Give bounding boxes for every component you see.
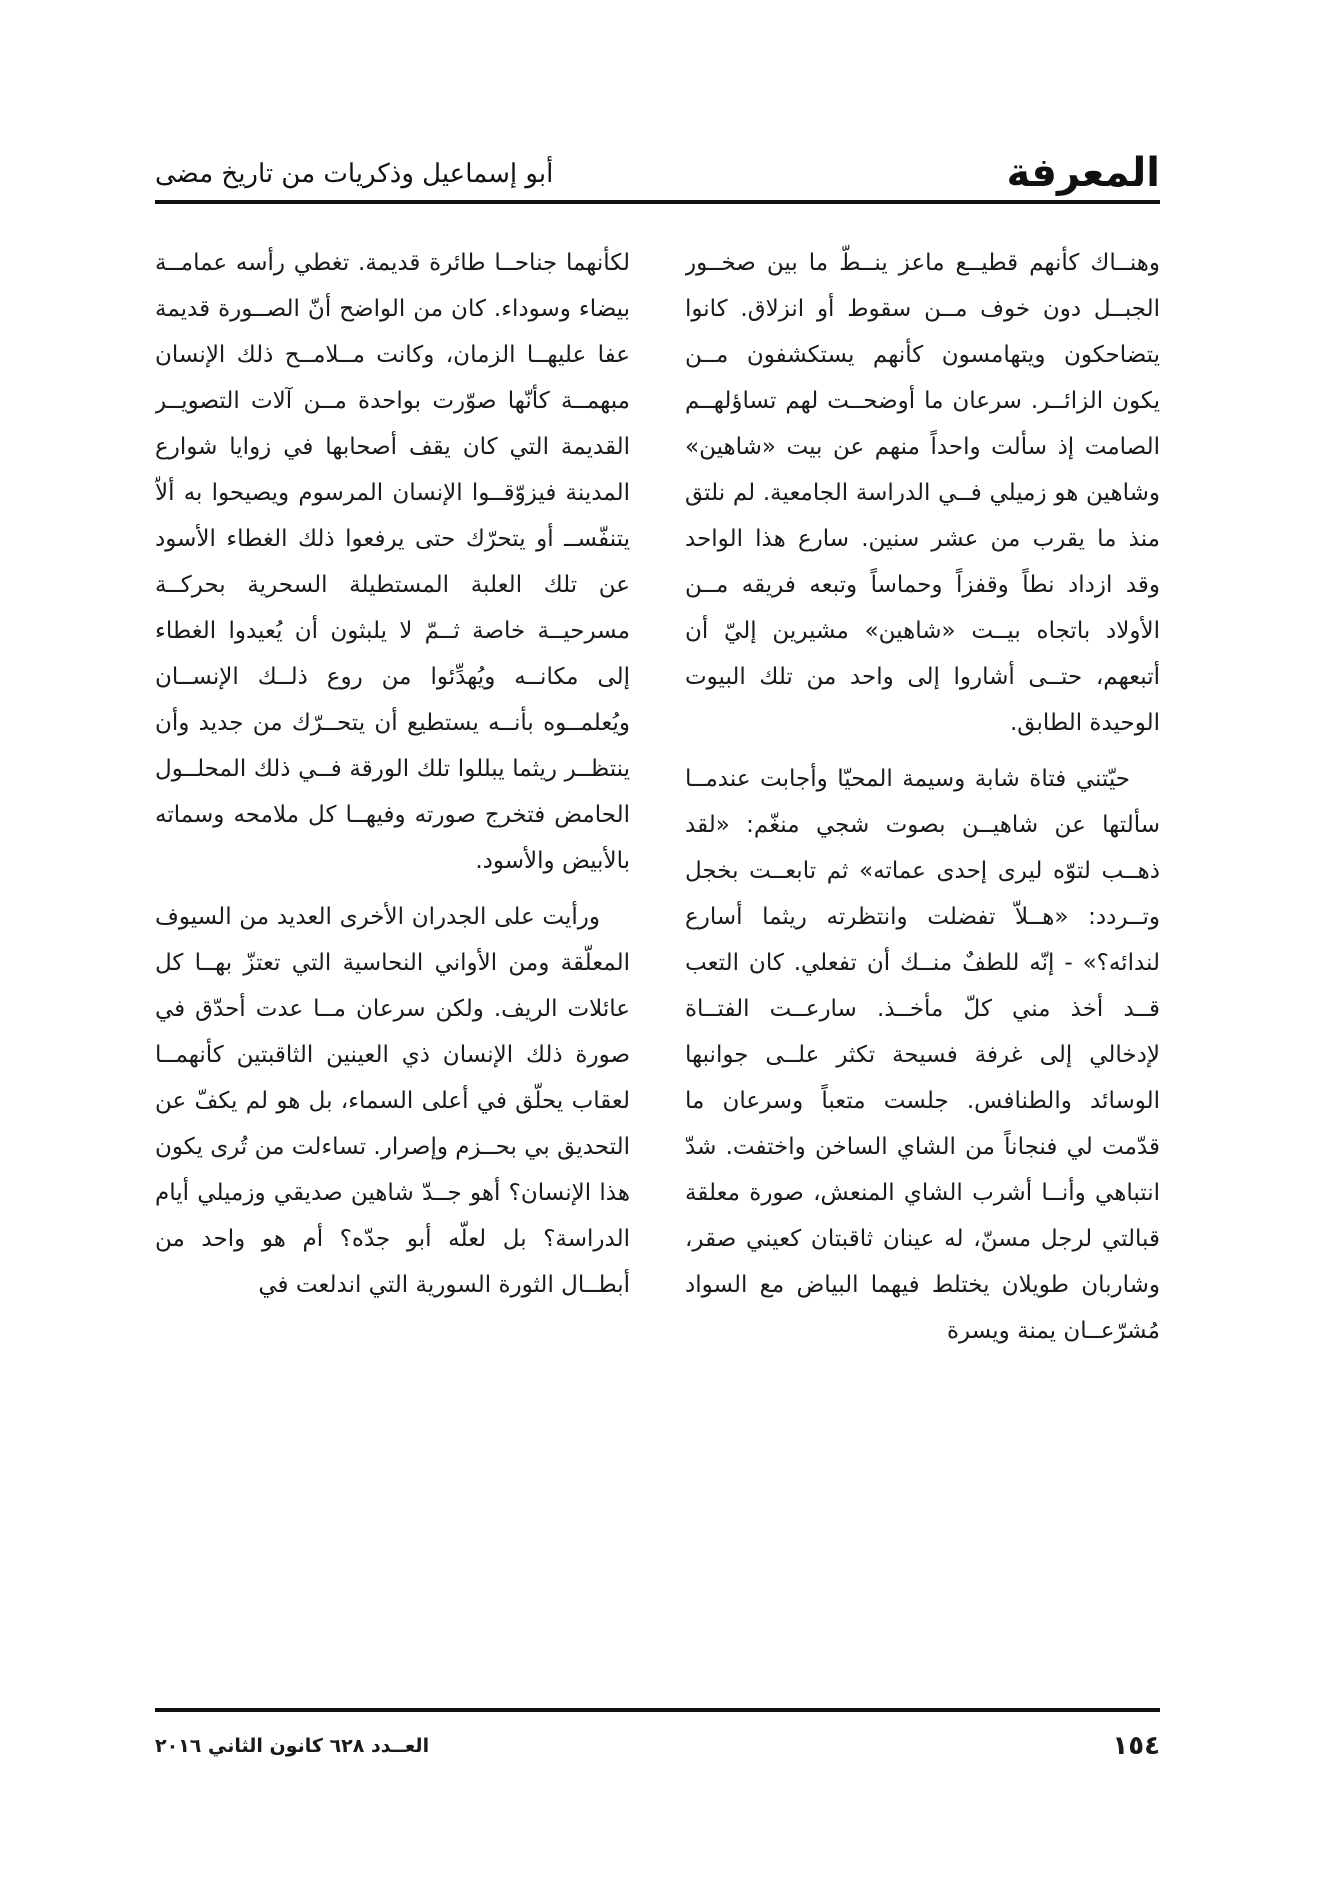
- paragraph: ورأيت على الجدران الأخرى العديد من السيوف المعلّقة ومن الأواني النحاسية التي تعتزّ بهــا كل عائلات الريف. ولكن سرعان مــا عدت أحدّق في صورة ذلك الإنسان ذي العينين الثاقبتين كأنهمــا لعقاب يحلّق في أعلى السماء، بل هو لم يكفّ عن التحديق بي بحــزم وإصرار. تساءلت من تُرى يكون هذا الإنسان؟ أهو جــدّ شاهين صديقي وزميلي أيام الدراسة؟ بل لعلّه أبو جدّه؟ أم هو واحد من أبطــال الثورة السورية التي اندلعت في: [155, 904, 630, 1298]
- issue-info: العــدد ٦٢٨ كانون الثاني ٢٠١٦: [155, 1735, 430, 1757]
- page-header: [155, 150, 1160, 196]
- paragraph: حيّتني فتاة شابة وسيمة المحيّا وأجابت عندمــا سألتها عن شاهيــن بصوت شجي منغّم: «لقد ذهــب لتوّه ليرى إحدى عماته» ثم تابعــت بخجل وتــردد: «هــلاّ تفضلت وانتظرته ريثما أسارع لندائه؟» - إنّه للطفٌ منــك أن تفعلي. كان التعب قــد أخذ مني كلّ مأخــذ. سارعــت الفتــاة لإدخالي إلى غرفة فسيحة تكثر علــى جوانبها الوسائد والطنافس. جلست متعباً وسرعان ما قدّمت لي فنجاناً من الشاي الساخن واختفت. شدّ انتباهي وأنــا أشرب الشاي المنعش، صورة معلقة قبالتي لرجل مسنّ، له عينان ثاقبتان كعيني صقر، وشاربان طويلان يختلط فيهما البياض مع السواد مُشرّعــان يمنة ويسرة: [685, 766, 1160, 1344]
- page-footer: [155, 1728, 1160, 1768]
- paragraph: وهنــاك كأنهم قطيــع ماعز ينــطّ ما بين صخــور الجبــل دون خوف مــن سقوط أو انزلاق. كانوا يتضاحكون ويتهامسون كأنهم يستكشفون مــن يكون الزائــر. سرعان ما أوضحــت لهم تساؤلهــم الصامت إذ سألت واحداً منهم عن بيت «شاهين» وشاهين هو زميلي فــي الدراسة الجامعية. لم نلتق منذ ما يقرب من عشر سنين. سارع هذا الواحد وقد ازداد نطاً وقفزاً وحماساً وتبعه فريقه مــن الأولاد باتجاه بيــت «شاهين» مشيرين إليّ أن أتبعهم، حتــى أشاروا إلى واحد من تلك البيوت الوحيدة الطابق.: [685, 250, 1160, 736]
- paragraph: لكأنهما جناحــا طائرة قديمة. تغطي رأسه عمامــة بيضاء وسوداء. كان من الواضح أنّ الصــورة قديمة عفا عليهــا الزمان، وكانت مــلامــح ذلك الإنسان مبهمــة كأنّها صوّرت بواحدة مــن آلات التصويــر القديمة التي كان يقف أصحابها في زوايا شوارع المدينة فيزوّقــوا الإنسان المرسوم ويصيحوا به ألاّ يتنفّســ أو يتحرّك حتى يرفعوا ذلك الغطاء الأسود عن تلك العلبة المستطيلة السحرية بحركــة مسرحيــة خاصة ثــمّ لا يلبثون أن يُعيدوا الغطاء إلى مكانــه ويُهدِّئوا من روع ذلــك الإنســان ويُعلمــوه بأنــه يستطيع أن يتحــرّك من جديد وأن ينتظــر ريثما يبللوا تلك الورقة فــي ذلك المحلــول الحامض فتخرج صورته وفيهــا كل ملامحه وسماته بالأبيض والأسود.: [155, 250, 630, 874]
- magazine-logo: المعرفة: [1006, 150, 1160, 196]
- page-number: ١٥٤: [1112, 1731, 1160, 1761]
- left-text-column: [155, 240, 630, 1680]
- running-title: أبو إسماعيل وذكريات من تاريخ مضى: [155, 159, 554, 189]
- header-rule: [155, 200, 1160, 204]
- footer-rule: [155, 1708, 1160, 1712]
- right-text-column: [685, 240, 1160, 1680]
